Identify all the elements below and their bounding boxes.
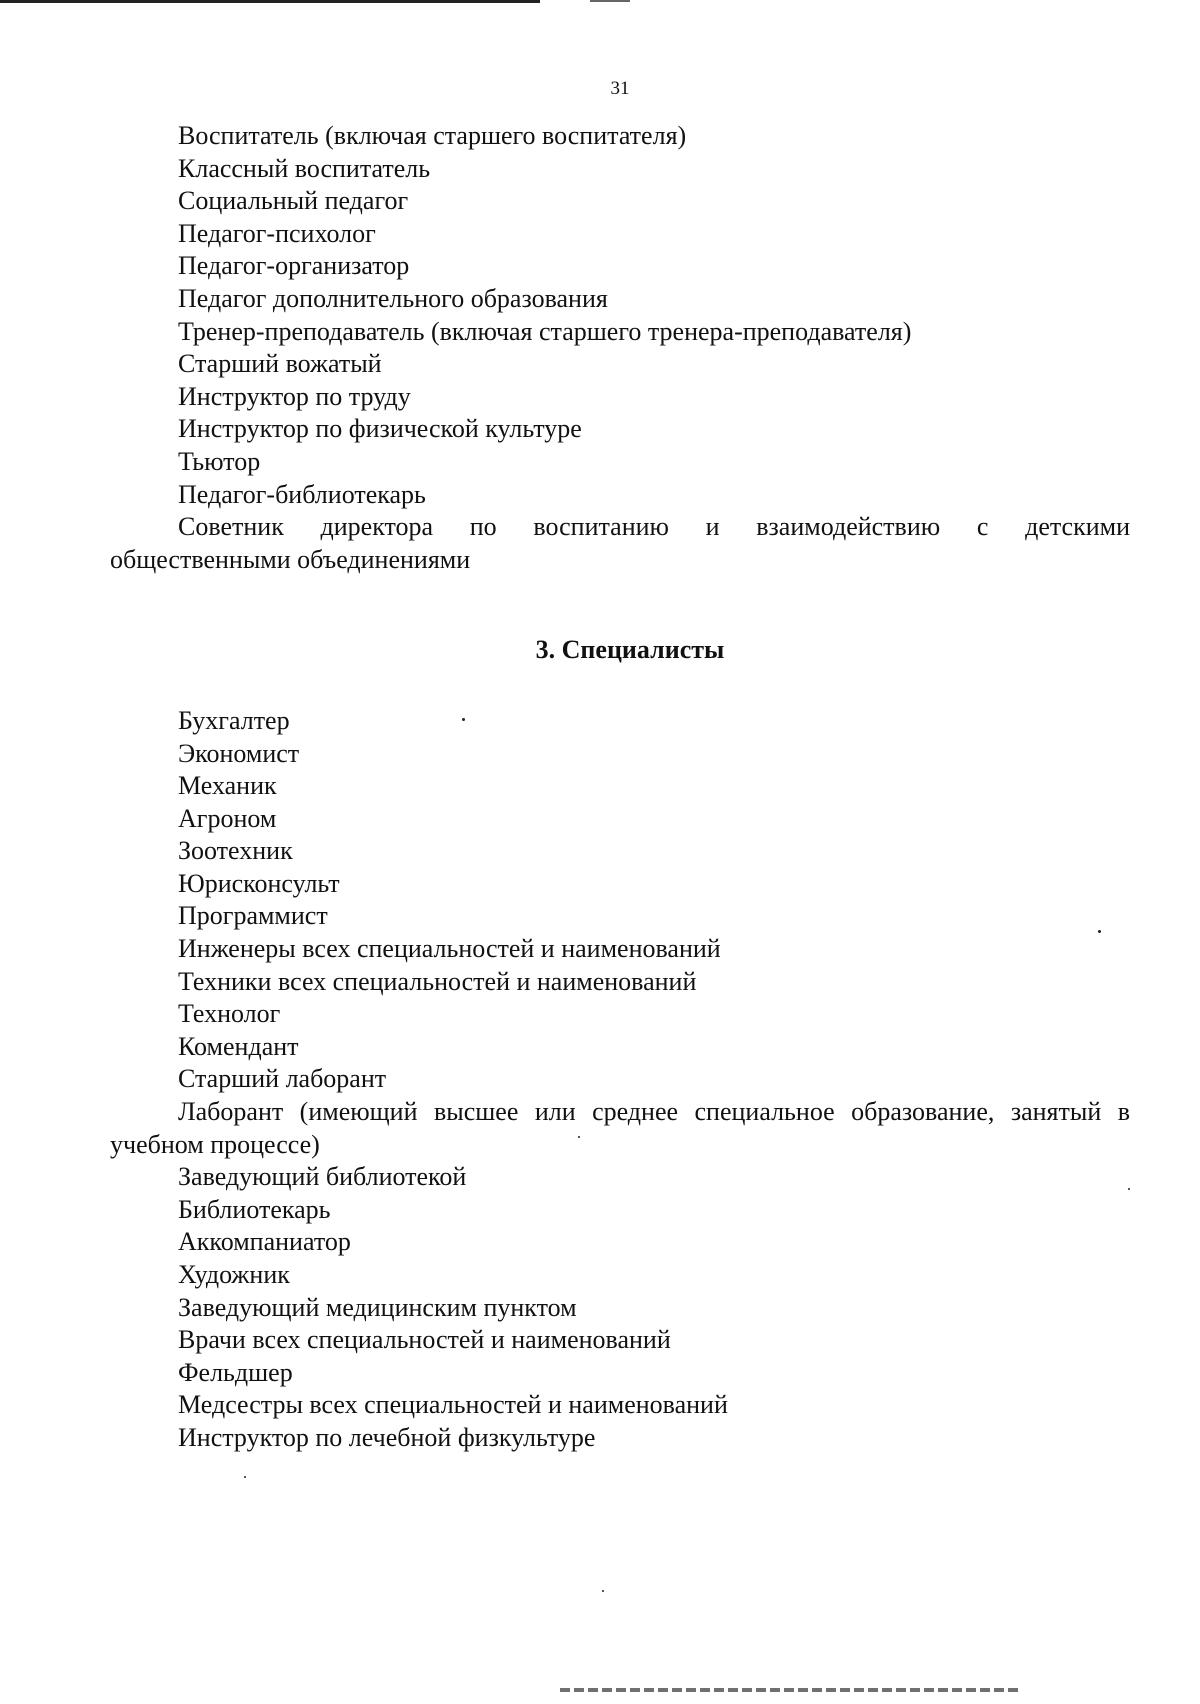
wrapped-line-1: Лаборант (имеющий высшее или среднее специальное образование, занятый в xyxy=(178,1097,1130,1127)
section-heading: 3. Специалисты xyxy=(535,635,725,665)
list-item: Экономист xyxy=(178,738,300,768)
wrapped-line-2: общественными объединениями xyxy=(110,544,471,574)
list-item: Тренер-преподаватель (включая старшего тренера-преподавателя) xyxy=(178,316,912,346)
list-item-wrapped xyxy=(110,511,1130,576)
list-item: Педагог дополнительного образования xyxy=(178,283,608,313)
list-item: Комендант xyxy=(178,1031,299,1061)
list-item: Медсестры всех специальностей и наименований xyxy=(178,1390,728,1420)
wrapped-line-2: учебном процессе) xyxy=(110,1129,320,1159)
page-number: 31 xyxy=(610,78,630,99)
wrapped-line-1: Советник директора по воспитанию и взаимодействию с детскими xyxy=(178,512,1130,542)
list-item-wrapped xyxy=(110,1096,1130,1161)
scan-border-top xyxy=(0,0,540,3)
section3-list xyxy=(110,705,1130,1455)
list-item: Фельдшер xyxy=(178,1357,293,1387)
list-item: Старший вожатый xyxy=(178,349,382,379)
scan-speck xyxy=(1128,1188,1130,1190)
list-item: Зоотехник xyxy=(178,836,293,866)
document-body xyxy=(110,120,1130,1455)
list-item: Классный воспитатель xyxy=(178,153,431,183)
section2-list xyxy=(110,120,1130,576)
list-item: Библиотекарь xyxy=(178,1194,331,1224)
list-item: Бухгалтер xyxy=(178,705,290,735)
list-item: Инструктор по труду xyxy=(178,381,411,411)
list-item: Врачи всех специальностей и наименований xyxy=(178,1325,671,1355)
scan-speck xyxy=(462,718,465,721)
list-item: Тьютор xyxy=(178,446,261,476)
scan-border-bottom xyxy=(560,1688,1020,1692)
list-item: Агроном xyxy=(178,803,277,833)
list-item: Механик xyxy=(178,771,277,801)
list-item: Аккомпаниатор xyxy=(178,1227,351,1257)
list-item: Педагог-психолог xyxy=(178,218,376,248)
list-item: Заведующий медицинским пунктом xyxy=(178,1292,577,1322)
list-item: Художник xyxy=(178,1260,290,1289)
list-item: Инструктор по лечебной физкультуре xyxy=(178,1422,596,1452)
list-item: Технолог xyxy=(178,999,281,1029)
list-item: Техники всех специальностей и наименований xyxy=(178,966,697,996)
list-item: Педагог-организатор xyxy=(178,251,410,281)
list-item: Заведующий библиотекой xyxy=(178,1162,467,1192)
scan-speck xyxy=(1098,930,1101,933)
list-item: Юрисконсульт xyxy=(178,868,340,898)
list-item: Социальный педагог xyxy=(178,186,409,216)
scan-speck xyxy=(244,1476,246,1478)
scan-speck xyxy=(602,1590,604,1592)
list-item: Педагог-библиотекарь xyxy=(178,479,426,509)
list-item: Инструктор по физической культуре xyxy=(178,414,582,444)
list-item: Воспитатель (включая старшего воспитателя) xyxy=(178,121,687,150)
list-item: Старший лаборант xyxy=(178,1064,387,1094)
scan-border-top-fragment xyxy=(590,0,630,2)
list-item: Программист xyxy=(178,901,328,931)
list-item: Инженеры всех специальностей и наименований xyxy=(178,934,721,964)
scan-speck xyxy=(578,1136,580,1138)
